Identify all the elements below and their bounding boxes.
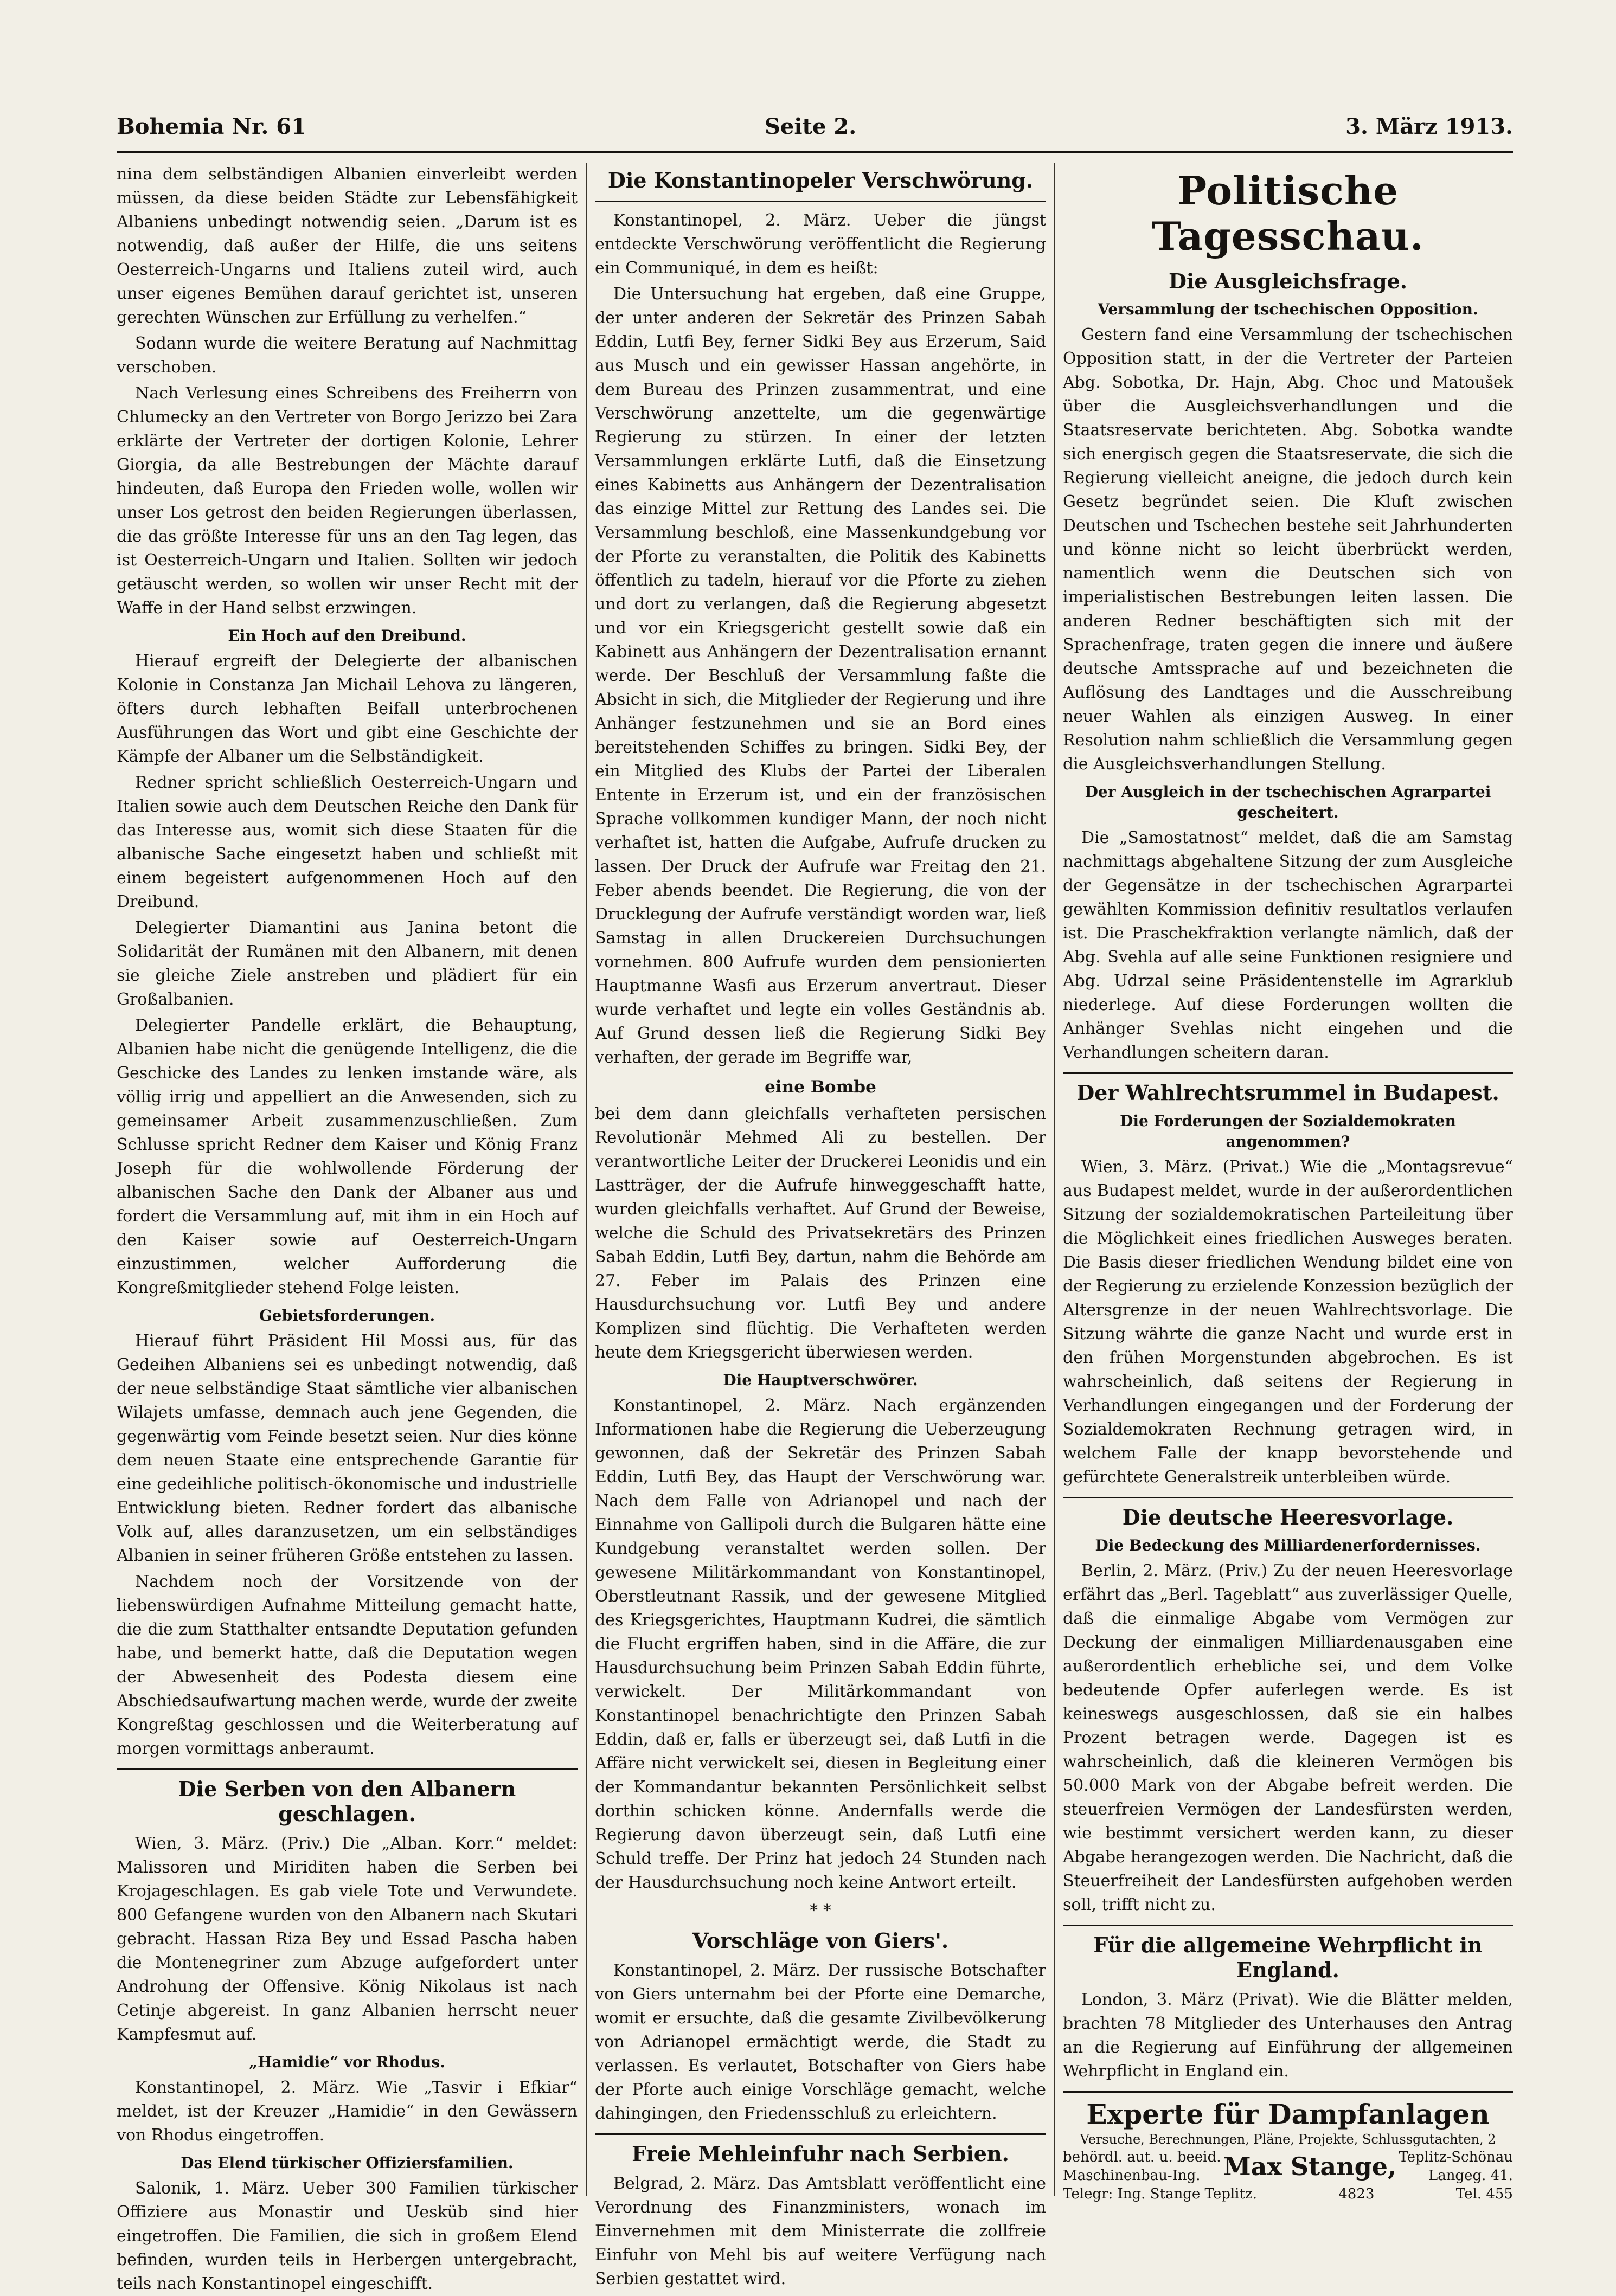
ad-credentials-line: behördl. aut. u. beeid.: [1063, 2149, 1221, 2165]
article-rule: [1063, 1925, 1513, 1926]
ad-contact-row: [1063, 2148, 1513, 2185]
article-headline: Für die allgemeine Wehrpflicht in England.: [1093, 1933, 1483, 1982]
article-headline: Die Konstantinopeler Verschwörung.: [607, 168, 1034, 192]
paragraph: Salonik, 1. März. Ueber 300 Familien türkischer Offiziere aus Monastir und Uesküb sind hier eingetroffen. Die Familien, die sich in großem Elend befinden, wurden teils in Herbergen untergebracht, teils nach Konstantinopel eingeschifft.: [117, 2179, 578, 2293]
section-title: Politische Tagesschau.: [1152, 168, 1424, 259]
header-rule: [117, 151, 1513, 153]
paragraph: Konstantinopel, 2. März. Der russische Botschafter von Giers unternahm bei der Pforte eine Demarche, womit er ersuchte, daß die gesamte Zivilbevölkerung von Adrianopel ermächtigt werde, die Stadt zu verlassen. Es verlautet, Botschafter von Giers habe der Pforte auch einige Vorschläge gemacht, welche dahingingen, den Friedensschluß zu erleichtern.: [595, 1961, 1046, 2123]
paragraph: Konstantinopel, 2. März. Nach ergänzenden Informationen habe die Regierung die Ueberzeugung gewonnen, daß der Sekretär des Prinzen Sabah Eddin, Lutfi Bey, das Haupt der Verschwörung war. Nach dem Falle von Adrianopel und nach der Einnahme von Gallipoli durch die Bulgaren hätte eine Kundgebung veranstaltet werden sollen. Der gewesene Militärkommandant von Konstantinopel, Oberstleutnant Rassik, und der gewesene Mitglied des Kriegsgerichtes, Hauptmann Kudrei, die sämtlich die Flucht ergriffen haben, sind in die Affäre, die zur Hausdurchsuchung beim Prinzen Sabah Eddin führte, verwickelt. Der Militärkommandant von Konstantinopel benachrichtigte den Prinzen Sabah Eddin, daß er, falls er überzeugt sei, daß Lutfi in die Affäre nicht verwickelt sei, diesen in Begleitung einer der Kommandantur bekannten Persönlichkeit selbst dorthin schicken könne. Andernfalls werde die Regierung davon überzeugt sein, daß Lutfi eine Schuld treffe. Der Prinz hat jedoch 24 Stunden nach der Hausdurchsuchung noch keine Antwort erteilt.: [595, 1396, 1046, 1892]
paragraph: Sodann wurde die weitere Beratung auf Nachmittag verschoben.: [117, 334, 578, 377]
subheading: Das Elend türkischer Offiziersfamilien.: [181, 2154, 514, 2172]
paragraph: nina dem selbständigen Albanien einverleibt werden müssen, da diese beiden Städte zur Lebensfähigkeit Albaniens unbedingt notwendig seien. „Darum ist es notwendig, daß außer der Hilfe, die uns seitens Oesterreich-Ungarns und Italiens zuteil wird, auch unser eigenes Bemühen darauf gerichtet ist, unseren gerechten Wünschen zur Erfüllung zu verhelfen.“: [117, 165, 578, 327]
subheading: Ein Hoch auf den Dreibund.: [228, 627, 466, 645]
article-headline: Vorschläge von Giers'.: [692, 1928, 949, 1953]
subheading: Der Ausgleich in der tschechischen Agrarpartei gescheitert.: [1085, 783, 1491, 821]
paragraph: Konstantinopel, 2. März. Wie „Tasvir i Efkiar“ meldet, ist der Kreuzer „Hamidie“ in den Gewässern von Rhodus eingetroffen.: [117, 2078, 578, 2145]
ad-address-line: Teplitz-Schönau: [1399, 2149, 1513, 2165]
paragraph: bei dem dann gleichfalls verhafteten persischen Revolutionär Mehmed Ali zu bestellen. Der verantwortliche Leiter der Druckerei Leonidis und ein Lastträger, der die Aufrufe hinweggeschafft hatte, wurden gleichfalls verhaftet. Auf Grund der Beweise, welche die Schuld des Privatsekretärs des Prinzen Sabah Eddin, Lutfi Bey, dartun, nahm die Behörde am 27. Feber im Palais des Prinzen eine Hausdurchsuchung vor. Lutfi Bey und andere Komplizen sind flüchtig. Die Verhafteten werden heute dem Kriegsgericht überwiesen werden.: [595, 1104, 1046, 1362]
paragraph: Delegierter Pandelle erklärt, die Behauptung, Albanien habe nicht die genügende Intelligenz, die die Geschicke des Landes zu lenken imstande wäre, als völlig irrig und appelliert an die Anwesenden, sich zu gemeinsamer Arbeit zusammenzuschließen. Zum Schlusse spricht Redner dem Kaiser und König Franz Joseph für die wohlwollende Förderung der albanischen Sache den Dank der Albaner aus und fordert die Versammlung auf, mit ihm in ein Hoch auf den Kaiser sowie auf Oesterreich-Ungarn einzustimmen, welcher Aufforderung die Kongreßmitglieder stehend Folge leisten.: [117, 1016, 578, 1297]
paragraph: Hierauf ergreift der Delegierte der albanischen Kolonie in Constanza Jan Michail Lehova zu längeren, öfters durch lebhaften Beifall unterbrochenen Ausführungen das Wort und gibt eine Geschichte der Kämpfe der Albaner um die Selbständigkeit.: [117, 652, 578, 766]
header-page-number: Seite 2.: [765, 114, 857, 139]
column-divider: [586, 163, 587, 2196]
ad-telegraph: Telegr: Ing. Stange Teplitz.: [1063, 2186, 1257, 2202]
subheading: Die Bedeckung des Milliardenerfordernisses.: [1095, 1536, 1481, 1554]
ad-telegraph-row: [1063, 2185, 1513, 2203]
paragraph: Gestern fand eine Versammlung der tschechischen Opposition statt, in der die Vertreter der Parteien Abg. Sobotka, Dr. Hajn, Abg. Choc und Matoušek über die Ausgleichsverhandlungen und die Staatsreservate berichteten. Abg. Sobotka wandte sich energisch gegen die Staatsreservate, die sich die Regierung vielleicht aneigne, die jedoch durch kein Gesetz begründet seien. Die Kluft zwischen Deutschen und Tschechen bestehe seit Jahrhunderten und könne nicht so leicht überbrückt werden, namentlich wenn die Deutschen sich von imperialistischen Bestrebungen leiten lassen. Die anderen Redner beschäftigten sich mit der Sprachenfrage, traten gegen die innere und äußere deutsche Amtssprache auf und bezeichneten die Auflösung des Landtages und die Ausschreibung neuer Wahlen als einzigen Ausweg. In einer Resolution nahm schließlich die Versammlung gegen die Ausgleichsverhandlungen Stellung.: [1063, 325, 1513, 774]
paragraph: Nachdem noch der Vorsitzende von der liebenswürdigen Aufnahme Mitteilung gemacht hatte, die die zum Statthalter entsandte Deputation gefunden habe, und bemerkt hatte, daß die Deputation wegen der Abwesenheit des Podesta diesem eine Abschiedsaufwartung machen werde, wurde der zweite Kongreßtag geschlossen und die Weiterberatung auf morgen vormittags anberaumt.: [117, 1572, 578, 1758]
subheading: eine Bombe: [765, 1077, 876, 1097]
article-headline: Die Ausgleichsfrage.: [1168, 269, 1408, 293]
article-rule: [1063, 1072, 1513, 1074]
ad-telephone: Tel. 455: [1455, 2186, 1513, 2202]
column-1: [117, 163, 578, 2293]
advertisement: [1063, 2091, 1513, 2203]
header-publication: Bohemia Nr. 61: [117, 114, 306, 139]
column-3: [1063, 163, 1513, 2201]
ad-address-line: Langeg. 41.: [1428, 2168, 1513, 2184]
ad-reference-number: 4823: [1338, 2186, 1375, 2202]
paragraph: Nach Verlesung eines Schreibens des Freiherrn von Chlumecky an den Vertreter von Borgo Jerizzo bei Zara erklärte der Vertreter der dortigen Kolonie, Lehrer Giorgia, da alle Bestrebungen der Mächte darauf hindeuten, daß Europa den Frieden wolle, wollen wir unser Los getrost den beiden Regierungen überlassen, die das größte Interesse für uns an den Tag legen, das ist Oesterreich-Ungarn und Italien. Sollten wir jedoch getäuscht werden, so wollen wir unser Recht mit der Waffe in der Hand selbst erzwingen.: [117, 384, 578, 618]
paragraph: Die „Samostatnost“ meldet, daß die am Samstag nachmittags abgehaltene Sitzung der zum Ausgleiche der Gegensätze in der tschechischen Agrarpartei gewählten Kommission definitiv resultatlos verlaufen ist. Die Praschekfraktion verlangte nämlich, daß der Abg. Svehla auf alle seine Funktionen resigniere und Abg. Udrzal seine Präsidentenstelle im Agrarklub niederlege. Auf diese Forderungen wollten die Anhänger Svehlas nicht eingehen und die Verhandlungen scheitern daran.: [1063, 828, 1513, 1062]
column-2: [595, 163, 1046, 2288]
page-header: [117, 114, 1513, 152]
paragraph: Hierauf führt Präsident Hil Mossi aus, für das Gedeihen Albaniens sei es unbedingt notwendig, daß der neue selbständige Staat sämtliche vier albanischen Wilajets umfasse, demnach auch jene Gegenden, die gegenwärtig vom Feinde besetzt seien. Nur dies könne dem neuen Staate eine entsprechende Garantie für eine gedeihliche politisch-ökonomische und industrielle Entwicklung bieten. Redner fordert das albanische Volk auf, alles daranzusetzen, um ein selbständiges Albanien in seiner früheren Größe entstehen zu lassen.: [117, 1332, 578, 1565]
article-headline: Die Serben von den Albanern geschlagen.: [178, 1777, 516, 1826]
subheading: Gebietsforderungen.: [259, 1307, 435, 1324]
article-rule: [117, 1768, 578, 1770]
paragraph: Redner spricht schließlich Oesterreich-Ungarn und Italien sowie auch dem Deutschen Reiche den Dank für das Interesse aus, womit sich diese Staaten für die albanische Sache eingesetzt haben und schließt mit einem begeistert aufgenommenen Hoch auf den Dreibund.: [117, 773, 578, 911]
paragraph: Berlin, 2. März. (Priv.) Zu der neuen Heeresvorlage erfährt das „Berl. Tageblatt“ aus zuverlässiger Quelle, daß die einmalige Abgabe vom Vermögen zur Deckung der einmaligen Milliardenausgaben eine außerordentlich erhebliche sei, und dem Volke bedeutende Opfer auferlegen werde. Es ist keineswegs ausgeschlossen, daß sie ein halbes Prozent betragen werde. Dagegen ist es wahrscheinlich, daß die kleineren Vermögen bis 50.000 Mark von der Abgabe befreit werden. Die steuerfreien Vermögen der Landesfürsten werden, wie bestimmt versichert werden kann, zu dieser Abgabe herangezogen werden. Die Nachricht, daß die Steuerfreiheit der Landesfürsten aufgehoben werden soll, trifft nicht zu.: [1063, 1561, 1513, 1914]
paragraph: Wien, 3. März. (Priv.) Die „Alban. Korr.“ meldet: Malissoren und Miriditen haben die Serben bei Krojageschlagen. Es gab viele Tote und Verwundete. 800 Gefangene wurden von den Albanern nach Skutari gebracht. Hassan Riza Bey und Essad Pascha haben die Montenegriner zum Abzuge aufgefordert unter Androhung der Offensive. König Nikolaus ist nach Cetinje abgereist. In ganz Albanien herrscht neuer Kampfesmut auf.: [117, 1834, 578, 2044]
header-date: 3. März 1913.: [1345, 114, 1513, 139]
subheading: Versammlung der tschechischen Opposition.: [1098, 300, 1478, 318]
subheading: Die Forderungen der Sozialdemokraten angenommen?: [1120, 1112, 1456, 1150]
paragraph: Konstantinopel, 2. März. Ueber die jüngst entdeckte Verschwörung veröffentlicht die Regierung ein Communiqué, in dem es heißt:: [595, 211, 1046, 278]
ad-address: [1399, 2148, 1513, 2185]
ad-credentials-line: Maschinenbau-Ing.: [1063, 2168, 1201, 2184]
subheading: Die Hauptverschwörer.: [723, 1371, 918, 1389]
article-headline: Der Wahlrechtsrummel in Budapest.: [1076, 1081, 1499, 1105]
paragraph: Die Untersuchung hat ergeben, daß eine Gruppe, der unter anderen der Sekretär des Prinzen Sabah Eddin, Lutfi Bey, ferner Sidki Bey aus Erzerum, Said aus Musch und ein gewisser Hassan angehörte, in dem Bureau des Prinzen zusammentrat, und eine Verschwörung anzettelte, um die gegenwärtige Regierung zu stürzen. In einer der letzten Versammlungen erklärte Lutfi, daß die Einsetzung eines Kabinetts aus Anhängern der Dezentralisation das einzige Mittel zur Rettung des Landes sei. Die Versammlung beschloß, eine Massenkundgebung vor der Pforte zu veranstalten, die Politik des Kabinetts öffentlich zu tadeln, hierauf vor die Pforte zu ziehen und dort zu verlangen, daß die Regierung abgesetzt und vor ein Kriegsgericht gestellt sowie daß ein Kabinett aus Anhängern der Dezentralisation ernannt werde. Der Beschluß der Versammlung faßte die Absicht in sich, die Mitglieder der Regierung und ihre Anhänger festzunehmen und sie an Bord eines bereitstehenden Schiffes zu bringen. Sidki Bey, der ein Mitglied des Klubs der Partei der Liberalen Entente in Erzerum ist, und ein der französischen Sprache vollkommen kundiger Mann, der noch nicht verhaftet ist, hatten die Aufgabe, Aufrufe drucken zu lassen. Der Druck der Aufrufe war Freitag den 21. Feber abends beendet. Die Regierung, die von der Drucklegung der Aufrufe verständigt worden war, ließ Samstag in allen Druckereien Durchsuchungen vornehmen. 800 Aufrufe wurden dem pensionierten Hauptmanne Wasfi aus Erzerum anvertraut. Dieser wurde verhaftet und legte ein volles Geständnis ab. Auf Grund dessen ließ die Regierung Sidki Bey verhaften, der gerade im Begriffe war,: [595, 285, 1046, 1067]
paragraph: Delegierter Diamantini aus Janina betont die Solidarität der Rumänen mit den Albanern, mit denen sie gleiche Ziele anstreben und plädiert für ein Großalbanien.: [117, 918, 578, 1009]
article-rule: [1063, 1497, 1513, 1498]
paragraph: London, 3. März (Privat). Wie die Blätter melden, brachten 78 Mitglieder des Unterhauses den Antrag an die Regierung auf Einführung der allgemeinen Wehrpflicht in England ein.: [1063, 1990, 1513, 2081]
section-separator: * *: [810, 1901, 831, 1920]
article-headline: Freie Mehleinfuhr nach Serbien.: [632, 2141, 1009, 2166]
article-headline: Die deutsche Heeresvorlage.: [1122, 1505, 1454, 1529]
ad-credentials: [1063, 2148, 1221, 2185]
article-rule: [595, 201, 1046, 202]
paragraph: Wien, 3. März. (Privat.) Wie die „Montagsrevue“ aus Budapest meldet, wurde in der außerordentlichen Sitzung der sozialdemokratischen Parteileitung über die Möglichkeit eines friedlichen Ausweges beraten. Die Basis dieser friedlichen Wendung bildet eine von der Regierung zu erzielende Konzession bezüglich der Altersgrenze in der neuen Wahlrechtsvorlage. Die Sitzung währte die ganze Nacht und wurde erst in den frühen Morgenstunden abgebrochen. Es ist wahrscheinlich, daß seitens der Regierung in Verhandlungen eingegangen und der Forderung der Sozialdemokraten Rechnung getragen wird, in welchem Falle der knapp bevorstehende und gefürchtete Generalstreik unterbleiben würde.: [1063, 1157, 1513, 1487]
column-divider: [1054, 163, 1055, 2196]
subheading: „Hamidie“ vor Rhodus.: [248, 2053, 446, 2071]
article-rule: [595, 2133, 1046, 2135]
ad-title: Experte für Dampfanlagen: [1086, 2098, 1490, 2130]
ad-name: Max Stange,: [1223, 2152, 1397, 2181]
ad-services: Versuche, Berechnungen, Pläne, Projekte, Schlussgutachten, 2: [1080, 2132, 1496, 2147]
paragraph: Belgrad, 2. März. Das Amtsblatt veröffentlicht eine Verordnung des Finanzministers, wonach im Einvernehmen mit dem Ministerrate die zollfreie Einfuhr von Mehl bis auf weitere Verfügung nach Serbien gestattet wird.: [595, 2174, 1046, 2288]
